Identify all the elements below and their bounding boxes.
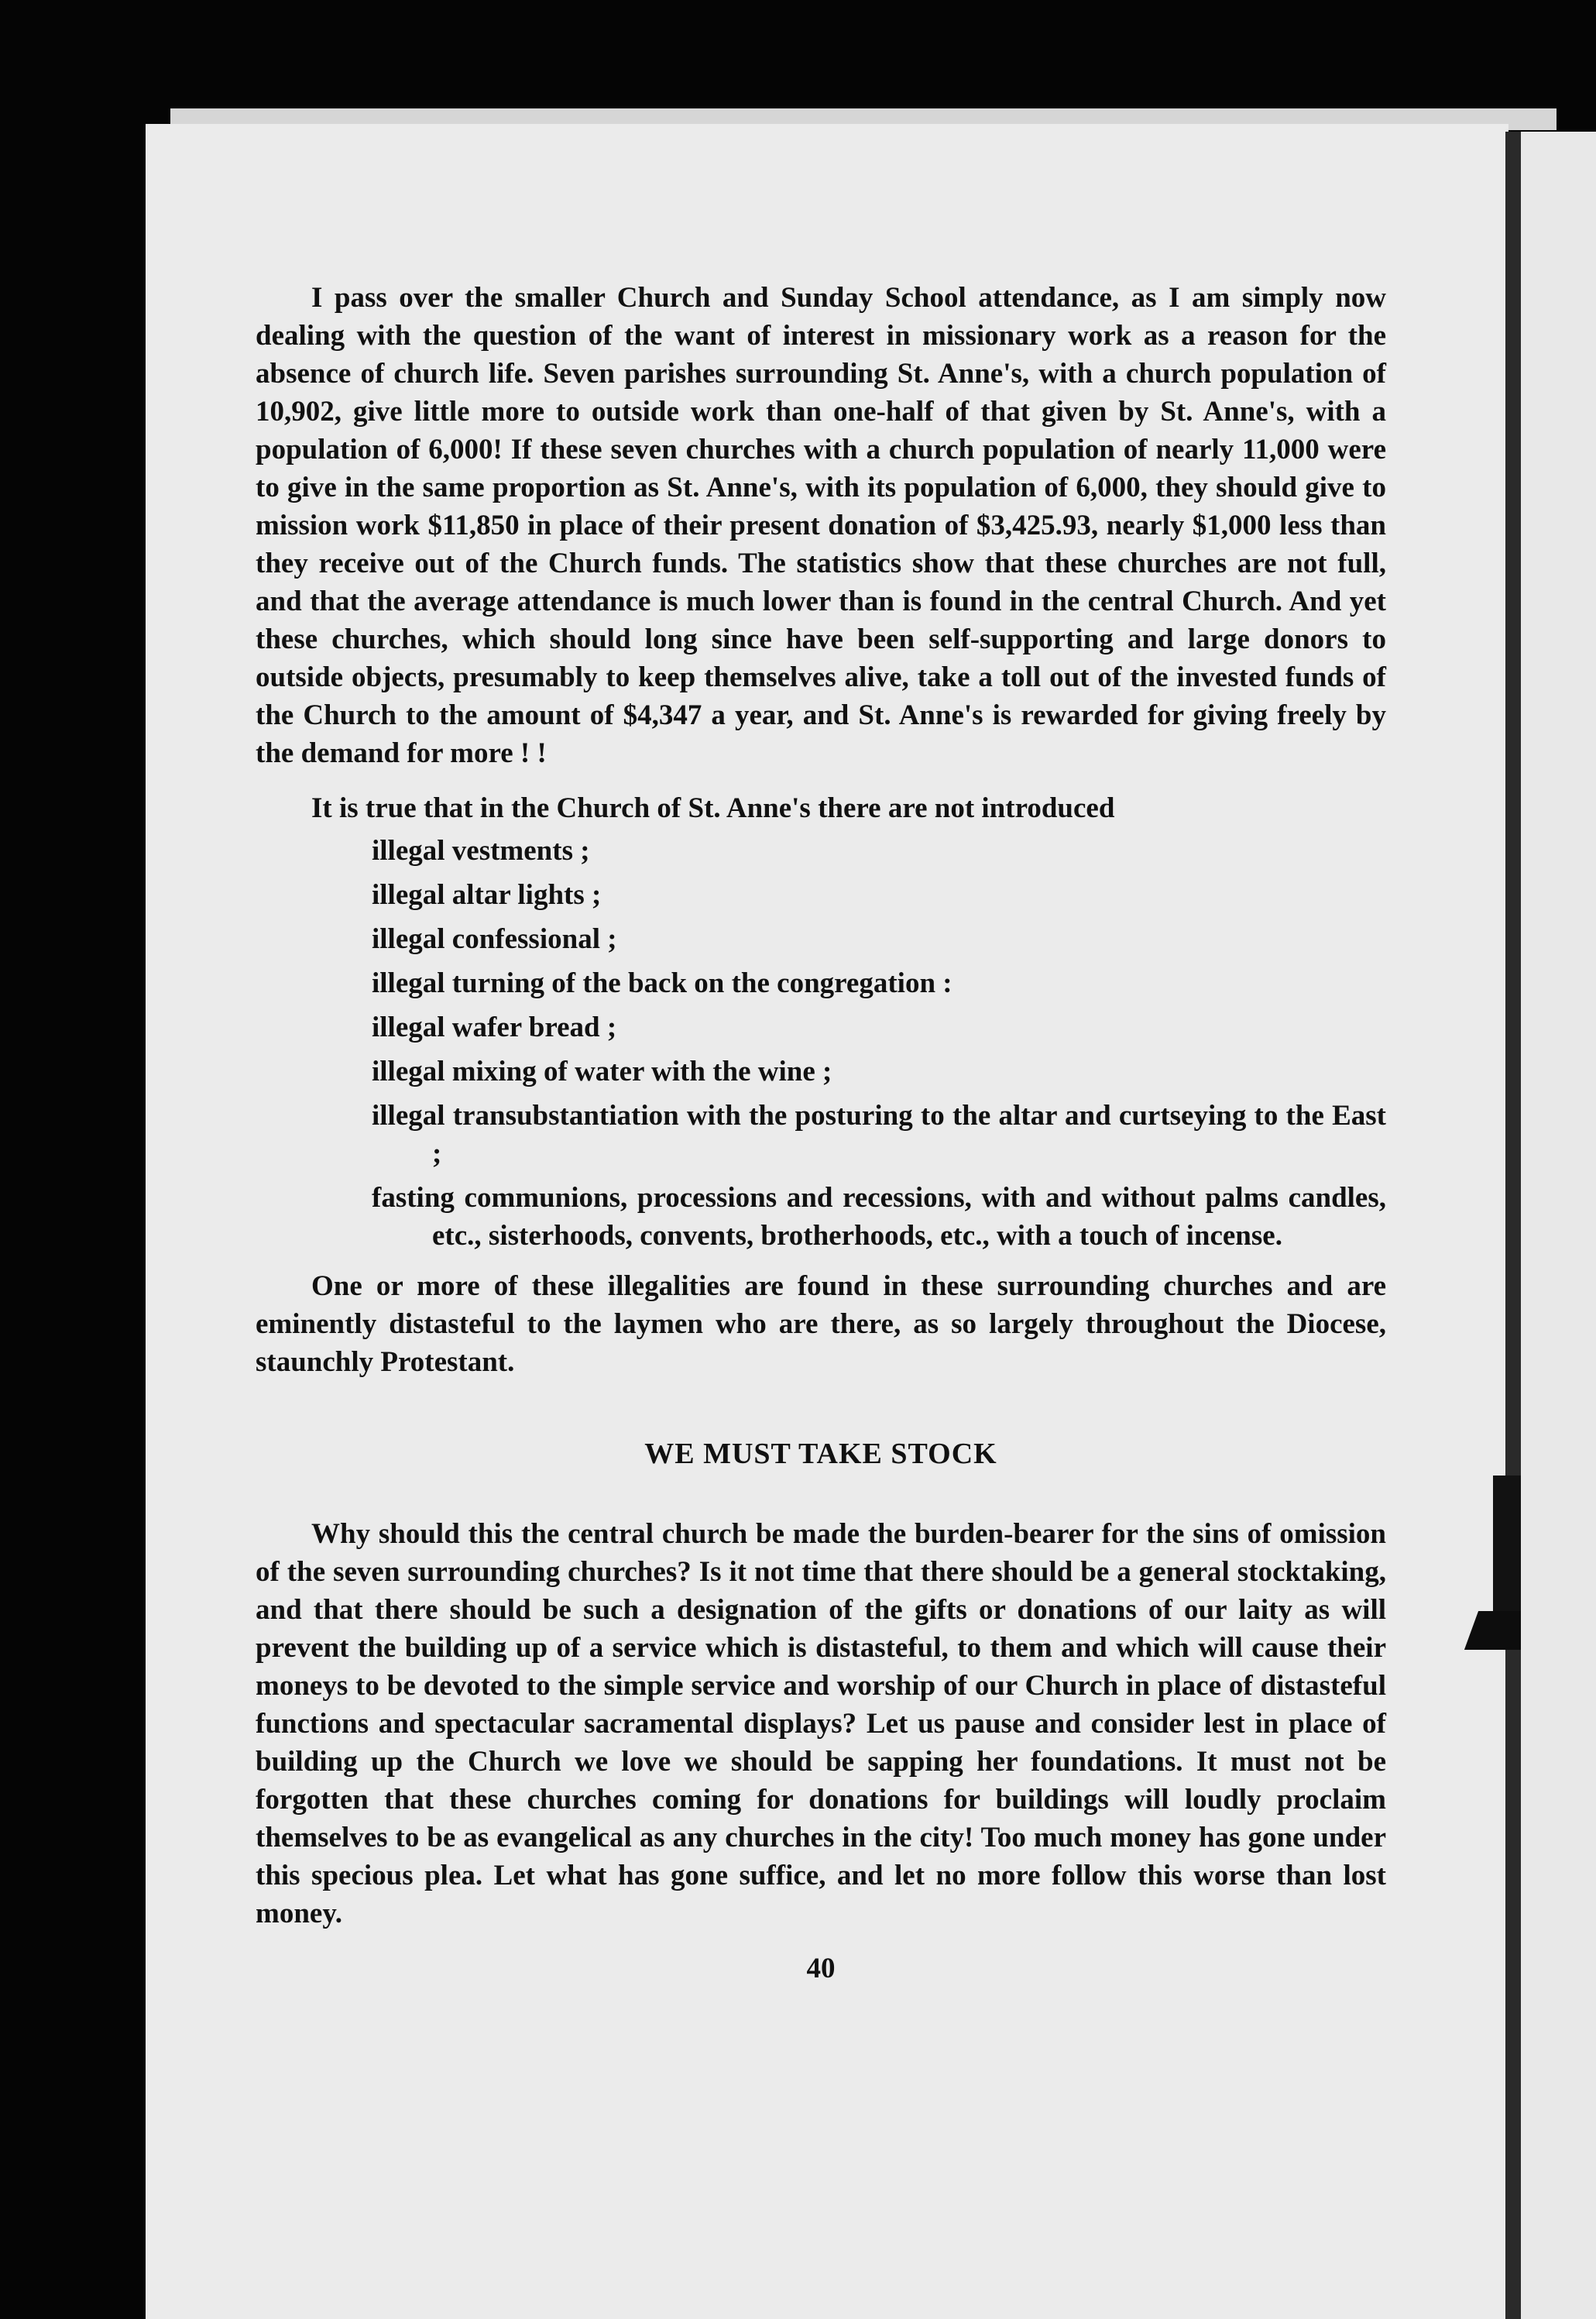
book-spine (1505, 132, 1521, 2319)
page-number: 40 (806, 1953, 836, 1984)
list-item: illegal mixing of water with the wine ; (372, 1056, 832, 1087)
page-text (256, 279, 1386, 1987)
section-heading: WE MUST TAKE STOCK (644, 1438, 997, 1470)
list-item: illegal turning of the back on the congregation : (372, 967, 952, 999)
body-paragraph: I pass over the smaller Church and Sunday School attendance, as I am simply now dealing with the question of the want of interest in missionary work as a reason for the absence of church life. Seven parishes surrounding St. Anne's, with a church population of 10,902, give little more to outside work than one-half of that given by St. Anne's, with a population of 6,000! If these seven churches with a church population of nearly 11,000 were to give in the same proportion as St. Anne's, with its population of 6,000, they should give to mission work $11,850 in place of their present donation of $3,425.93, nearly $1,000 less than they receive out of the Church funds. The statistics show that these churches are not full, and that the average attendance is much lower than is found in the central Church. And yet these churches, which should long since have been self-supporting and large donors to outside objects, presumably to keep themselves alive, take a toll out of the invested funds of the Church to the amount of $4,347 a year, and St. Anne's is rewarded for giving freely by the demand for more ! ! (256, 282, 1386, 769)
list-item: illegal transubstantiation with the posturing to the altar and curtseying to the East ; (372, 1100, 1386, 1170)
body-paragraph: One or more of these illegalities are found in these surrounding churches and are eminently distasteful to the laymen who are there, as so largely throughout the Diocese, staunchly Protestant. (256, 1270, 1386, 1378)
list-item: illegal confessional ; (372, 923, 617, 955)
list-item: illegal wafer bread ; (372, 1012, 617, 1043)
list-intro: It is true that in the Church of St. Anne's there are not introduced (311, 792, 1115, 824)
list-item: fasting communions, processions and recessions, with and without palms candles, etc., sisterhoods, convents, brotherhoods, etc., with a touch of incense. (372, 1182, 1386, 1252)
list-item: illegal vestments ; (372, 835, 590, 867)
illegalities-list (256, 832, 1386, 1255)
facing-page-edge (1521, 132, 1596, 2319)
body-paragraph: Why should this the central church be made the burden-bearer for the sins of omission of the seven surrounding churches? Is it not time that there should be a general stocktaking, and that there should be such a designation of the gifts or donations of our laity as will prevent the building up of a service which is distasteful, to them and which will cause their moneys to be devoted to the simple service and worship of our Church in place of distasteful functions and spectacular sacramental displays? Let us pause and consider lest in place of building up the Church we love we should be sapping her foundations. It must not be forgotten that these churches coming for donations for buildings will loudly proclaim themselves to be as evangelical as any churches in the city! Too much money has gone under this specious plea. Let what has gone suffice, and let no more follow this worse than lost money. (256, 1518, 1386, 1929)
list-item: illegal altar lights ; (372, 879, 602, 911)
